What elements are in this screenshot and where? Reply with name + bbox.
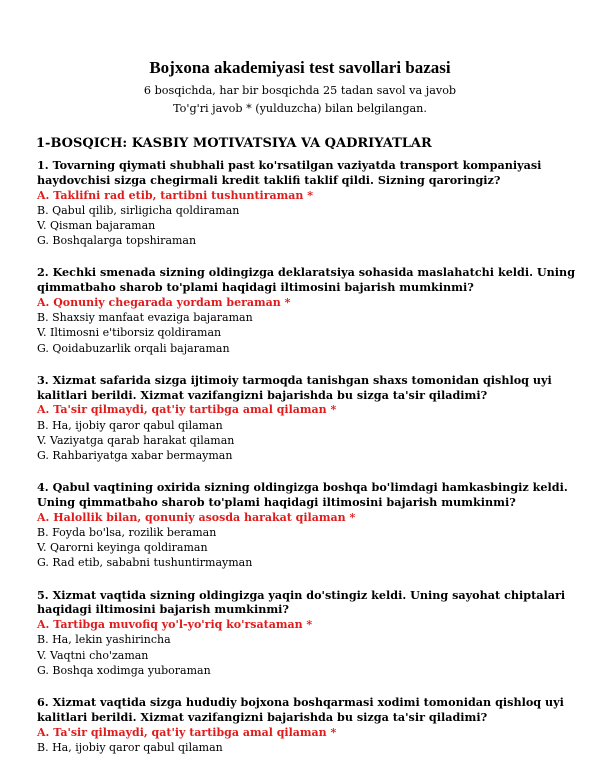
answer-option: V. Qarorni keyinga qoldiraman: [37, 541, 208, 555]
correct-answer-option: A. Ta'sir qilmaydi, qat'iy tartibga amal qilaman *: [37, 725, 337, 739]
correct-answer-option: A. Tartibga muvofiq yo'l-yo'riq ko'rsataman *: [37, 618, 313, 632]
answer-option: G. Rad etib, sababni tushuntirmayman: [37, 556, 253, 570]
question-block: [37, 695, 577, 755]
correct-answer-option: A. Taklifni rad etib, tartibni tushuntiraman *: [37, 188, 313, 202]
answer-option: B. Shaxsiy manfaat evaziga bajaraman: [37, 311, 253, 325]
question-list: [37, 158, 577, 772]
question-block: [37, 588, 577, 678]
question-text: 5. Xizmat vaqtida sizning oldingizga yaqin do'stingiz keldi. Uning sayohat chiptalari haqidagi iltimosini bajarish mumkinmi?: [37, 587, 566, 617]
answer-option: G. Rahbariyatga xabar bermayman: [37, 449, 233, 463]
section-title: 1-BOSQICH: KASBIY MOTIVATSIYA VA QADRIYATLAR: [36, 136, 432, 151]
question-block: [37, 265, 577, 355]
answer-option: G. Boshqalarga topshiraman: [37, 234, 197, 248]
question-text: 1. Tovarning qiymati shubhali past ko'rsatilgan vaziyatda transport kompaniyasi haydovchisi sizga chegirmali kredit taklifi taklif qildi. Sizning qaroringiz?: [37, 158, 542, 187]
answer-option: B. Qabul qilib, sirligicha qoldiraman: [37, 203, 240, 217]
document-title: Bojxona akademiyasi test savollari bazasi: [149, 58, 451, 77]
question-text: 2. Kechki smenada sizning oldingizga deklaratsiya sohasida maslahatchi keldi. Uning qimmatbaho sharob to'plami haqidagi iltimosini bajarish mumkinmi?: [37, 265, 576, 295]
answer-option: V. Qisman bajaraman: [37, 219, 156, 232]
answer-option: B. Foyda bo'lsa, rozilik beraman: [37, 526, 217, 540]
answer-key-note: To'g'ri javob * (yulduzcha) bilan belgilangan.: [173, 102, 427, 115]
question-block: [37, 158, 577, 248]
document-subtitle: 6 bosqichda, har bir bosqichda 25 tadan savol va javob: [143, 84, 457, 97]
question-text: 6. Xizmat vaqtida sizga hududiy bojxona boshqarmasi xodimi tomonidan qishloq uyi kalitlari berildi. Xizmat vazifangizni bajarishda bu sizga ta'sir qiladimi?: [37, 695, 564, 724]
answer-option: G. Qoidabuzarlik orqali bajaraman: [37, 341, 230, 355]
question-block: [37, 373, 577, 463]
answer-option: B. Ha, lekin yashirincha: [37, 633, 171, 647]
correct-answer-option: A. Halollik bilan, qonuniy asosda harakat qilaman *: [37, 510, 356, 524]
answer-option: B. Ha, ijobiy qaror qabul qilaman: [37, 418, 223, 432]
question-block: [37, 480, 577, 570]
question-text: 4. Qabul vaqtining oxirida sizning oldingizga boshqa bo'limdagi hamkasbingiz keldi. Uning qimmatbaho sharob to'plami haqidagi iltimosini bajarish mumkinmi?: [37, 480, 568, 510]
answer-option: V. Vaziyatga qarab harakat qilaman: [37, 433, 235, 447]
correct-answer-option: A. Qonuniy chegarada yordam beraman *: [37, 296, 291, 309]
answer-option: B. Ha, ijobiy qaror qabul qilaman: [37, 740, 223, 754]
answer-option: V. Vaqtni cho'zaman: [37, 648, 149, 662]
answer-option: G. Boshqa xodimga yuboraman: [37, 663, 211, 677]
answer-option: V. Iltimosni e'tiborsiz qoldiraman: [37, 326, 222, 340]
correct-answer-option: A. Ta'sir qilmaydi, qat'iy tartibga amal qilaman *: [37, 403, 337, 417]
question-text: 3. Xizmat safarida sizga ijtimoiy tarmoqda tanishgan shaxs tomonidan qishloq uyi kalitlari berildi. Xizmat vazifangizni bajarishda bu sizga ta'sir qiladimi?: [37, 372, 552, 402]
